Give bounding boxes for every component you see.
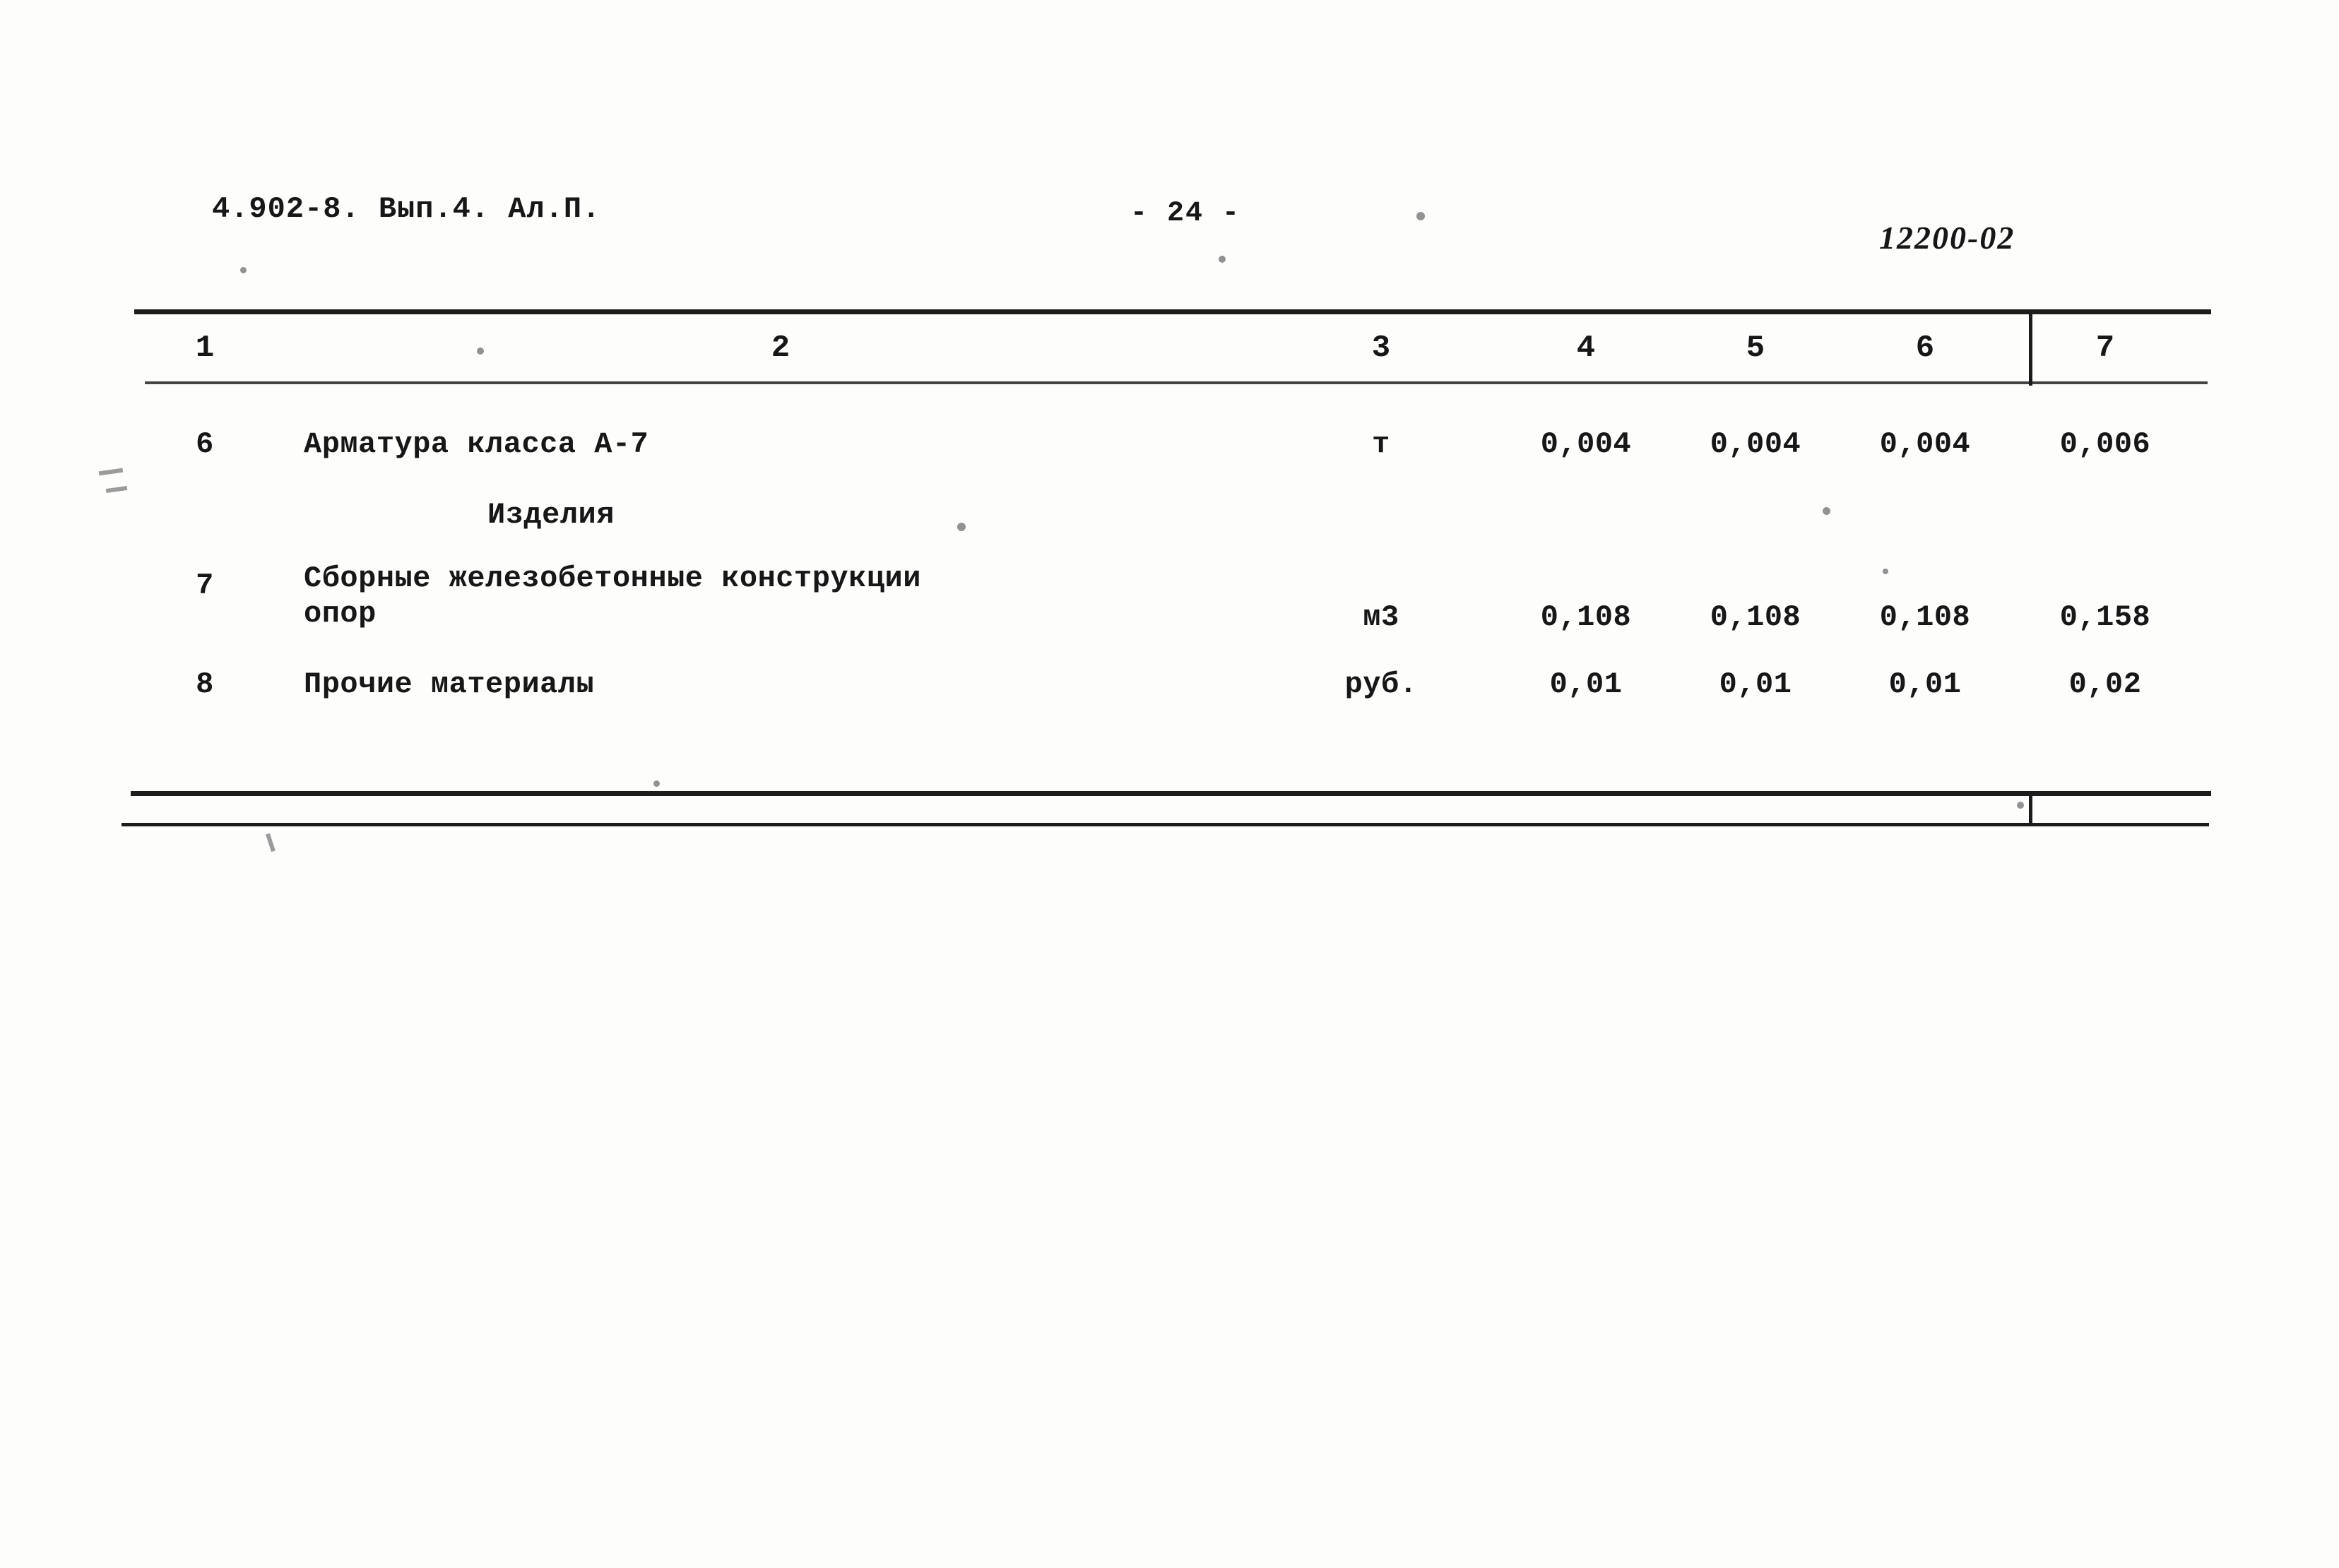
scan-speck	[1823, 507, 1830, 515]
scan-mark	[266, 833, 276, 853]
table-header-separator	[145, 381, 2208, 384]
table-row: руб.	[1344, 667, 1418, 701]
scan-speck	[240, 267, 247, 273]
table-bottom-border-secondary	[122, 823, 2209, 826]
column-header-6: 6	[1915, 331, 1935, 366]
table-row: 0,108	[1710, 600, 1801, 634]
table-row: Прочие материалы	[304, 667, 595, 701]
table-row: т	[1372, 427, 1390, 461]
table-subheading: Изделия	[487, 498, 615, 532]
table-row: 0,01	[1549, 667, 1623, 701]
table-row: 0,108	[1540, 600, 1632, 634]
table-row: 0,01	[1888, 667, 1962, 701]
scan-speck	[1416, 212, 1425, 220]
table-row: 8	[196, 667, 214, 701]
table-top-border	[134, 309, 2211, 314]
document-code: 4.902-8. Вып.4. Ал.П.	[212, 192, 601, 226]
column-header-4: 4	[1576, 331, 1596, 366]
scan-speck	[2017, 802, 2024, 809]
table-row: 7	[196, 569, 214, 602]
table-row: 0,158	[2059, 600, 2151, 634]
column-divider-bottom	[2029, 791, 2032, 825]
table-row: 0,006	[2059, 427, 2151, 461]
sheet-code: 12200-02	[1879, 220, 2015, 256]
table-row: 0,004	[1540, 427, 1632, 461]
scan-speck	[477, 348, 484, 355]
table-row: м3	[1363, 600, 1399, 634]
scan-mark	[106, 486, 128, 493]
column-header-2: 2	[771, 331, 790, 366]
scan-speck	[1883, 569, 1888, 574]
table-row: 0,004	[1710, 427, 1801, 461]
table-row: 0,108	[1879, 600, 1971, 634]
column-header-5: 5	[1746, 331, 1765, 366]
column-header-3: 3	[1371, 331, 1391, 366]
table-row: опор	[304, 597, 377, 631]
column-header-1: 1	[195, 331, 215, 366]
page-number: - 24 -	[1130, 198, 1241, 230]
scan-speck	[653, 780, 660, 787]
table-bottom-border	[131, 791, 2211, 796]
table-row: 0,02	[2068, 667, 2142, 701]
scan-mark	[99, 468, 124, 476]
scan-speck	[957, 523, 966, 531]
column-header-7: 7	[2095, 331, 2115, 366]
scan-speck	[1219, 256, 1226, 263]
table-row: Сборные железобетонные конструкции	[304, 562, 921, 595]
table-row: Арматура класса А-7	[304, 427, 649, 461]
table-row: 0,01	[1719, 667, 1792, 701]
table-row: 6	[196, 427, 214, 461]
table-row: 0,004	[1879, 427, 1971, 461]
